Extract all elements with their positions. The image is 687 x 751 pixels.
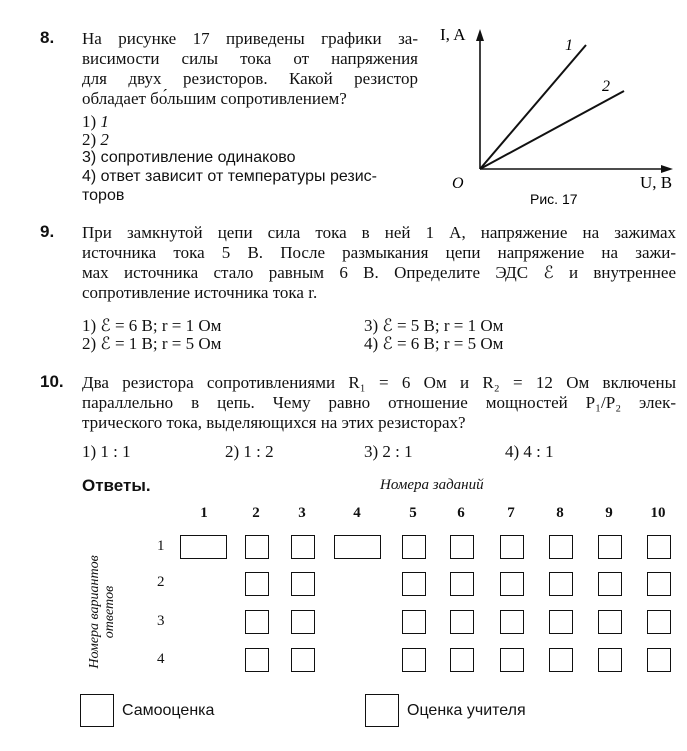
answer-box-q5-v4[interactable] [402, 648, 426, 672]
q8-option-4-cont: торов [82, 187, 125, 204]
answer-box-q2-v4[interactable] [245, 648, 269, 672]
answer-box-q8-v4[interactable] [549, 648, 573, 672]
answer-box-q7-v2[interactable] [500, 572, 524, 596]
answer-box-q8-v1[interactable] [549, 535, 573, 559]
column-header-2: 2 [252, 505, 260, 521]
q8-option-4: 4) ответ зависит от температуры резис- [82, 168, 377, 185]
column-header-3: 3 [298, 505, 306, 521]
answer-box-q7-v3[interactable] [500, 610, 524, 634]
y-axis-label: I, A [440, 25, 466, 44]
column-header-6: 6 [457, 505, 465, 521]
answer-box-q4[interactable] [334, 535, 381, 559]
answer-box-q6-v4[interactable] [450, 648, 474, 672]
q9-text-line-2: источника тока 5 В. После размыкания цепи напряжение на зажи- [82, 243, 676, 262]
y-axis-arrow [476, 29, 484, 41]
graph-line-2 [480, 91, 624, 169]
answer-box-q9-v3[interactable] [598, 610, 622, 634]
answer-box-q5-v3[interactable] [402, 610, 426, 634]
teacher-assessment-box[interactable] [365, 694, 399, 727]
q9-text-line-4: сопротивление источника тока r. [82, 283, 318, 302]
answer-box-q3-v3[interactable] [291, 610, 315, 634]
q8-option-2: 2) 2 [82, 130, 109, 149]
answer-box-q1[interactable] [180, 535, 227, 559]
answer-box-q5-v2[interactable] [402, 572, 426, 596]
column-header-9: 9 [605, 505, 613, 521]
q10-option-3: 3) 2 : 1 [364, 442, 413, 461]
answer-box-q9-v2[interactable] [598, 572, 622, 596]
self-assessment-label: Самооценка [122, 702, 215, 719]
answer-box-q10-v4[interactable] [647, 648, 671, 672]
answer-box-q3-v1[interactable] [291, 535, 315, 559]
origin-label: O [452, 175, 464, 192]
q10-option-1: 1) 1 : 1 [82, 442, 131, 461]
q9-option-1: 1) ℰ = 6 В; r = 1 Ом [82, 316, 222, 335]
answer-box-q3-v2[interactable] [291, 572, 315, 596]
answer-box-q7-v1[interactable] [500, 535, 524, 559]
q10-number: 10. [40, 372, 64, 391]
q9-option-3: 3) ℰ = 5 В; r = 1 Ом [364, 316, 504, 335]
answer-box-q2-v3[interactable] [245, 610, 269, 634]
q9-text-line-1: При замкнутой цепи сила тока в ней 1 А, напряжение на зажимах [82, 223, 676, 242]
figure-caption: Рис. 17 [530, 191, 578, 207]
self-assessment-box[interactable] [80, 694, 114, 727]
line-1-label: 1 [565, 37, 573, 54]
q8-number: 8. [40, 28, 55, 47]
x-axis-label: U, B [640, 173, 673, 192]
q9-number: 9. [40, 222, 55, 241]
line-2-label: 2 [602, 78, 610, 95]
answer-box-q6-v3[interactable] [450, 610, 474, 634]
answer-box-q6-v1[interactable] [450, 535, 474, 559]
q10-text-line-2: параллельно в цепь. Чему равно отношение мощностей P₁/P₂ элек- [82, 393, 676, 412]
answer-box-q6-v2[interactable] [450, 572, 474, 596]
answer-box-q2-v1[interactable] [245, 535, 269, 559]
answer-box-q7-v4[interactable] [500, 648, 524, 672]
row-header-1: 1 [157, 538, 165, 554]
q9-option-4: 4) ℰ = 6 В; r = 5 Ом [364, 334, 504, 353]
answers-title: Ответы. [82, 476, 151, 495]
answer-box-q5-v1[interactable] [402, 535, 426, 559]
answer-box-q10-v3[interactable] [647, 610, 671, 634]
q8-option-1: 1) 1 [82, 112, 109, 131]
row-header-3: 3 [157, 613, 165, 629]
q8-option-3: 3) сопротивление одинаково [82, 149, 296, 166]
column-header-1: 1 [200, 505, 208, 521]
answer-box-q10-v1[interactable] [647, 535, 671, 559]
tasks-header: Номера заданий [380, 477, 484, 493]
row-header-2: 2 [157, 574, 165, 590]
variants-header: Номера вариантов ответов [87, 555, 117, 669]
column-header-7: 7 [507, 505, 515, 521]
q10-option-4: 4) 4 : 1 [505, 442, 554, 461]
q9-option-2: 2) ℰ = 1 В; r = 5 Ом [82, 334, 222, 353]
q8-text-line-1: На рисунке 17 приведены графики за- [82, 29, 418, 48]
x-axis-arrow [661, 165, 673, 173]
answer-box-q3-v4[interactable] [291, 648, 315, 672]
answer-box-q2-v2[interactable] [245, 572, 269, 596]
column-header-10: 10 [650, 505, 666, 521]
figure-17 [430, 22, 680, 212]
column-header-4: 4 [353, 505, 361, 521]
column-header-5: 5 [409, 505, 417, 521]
q10-option-2: 2) 1 : 2 [225, 442, 274, 461]
answer-box-q9-v4[interactable] [598, 648, 622, 672]
q9-text-line-3: мах источника стало равным 6 В. Определите ЭДС ℰ и внутреннее [82, 263, 676, 282]
answer-box-q10-v2[interactable] [647, 572, 671, 596]
q8-text-line-2: висимости силы тока от напряжения [82, 49, 418, 68]
q10-text-line-3: трического тока, выделяющихся на этих резисторах? [82, 413, 466, 432]
q8-text-line-4: обладает бо́льшим сопротивлением? [82, 89, 347, 108]
graph-line-1 [480, 45, 586, 169]
row-header-4: 4 [157, 651, 165, 667]
answer-box-q9-v1[interactable] [598, 535, 622, 559]
answer-box-q8-v2[interactable] [549, 572, 573, 596]
column-header-8: 8 [556, 505, 564, 521]
answer-box-q8-v3[interactable] [549, 610, 573, 634]
teacher-assessment-label: Оценка учителя [407, 702, 526, 719]
q8-text-line-3: для двух резисторов. Какой резистор [82, 69, 418, 88]
q10-text-line-1: Два резистора сопротивлениями R₁ = 6 Ом и R₂ = 12 Ом включены [82, 373, 676, 392]
